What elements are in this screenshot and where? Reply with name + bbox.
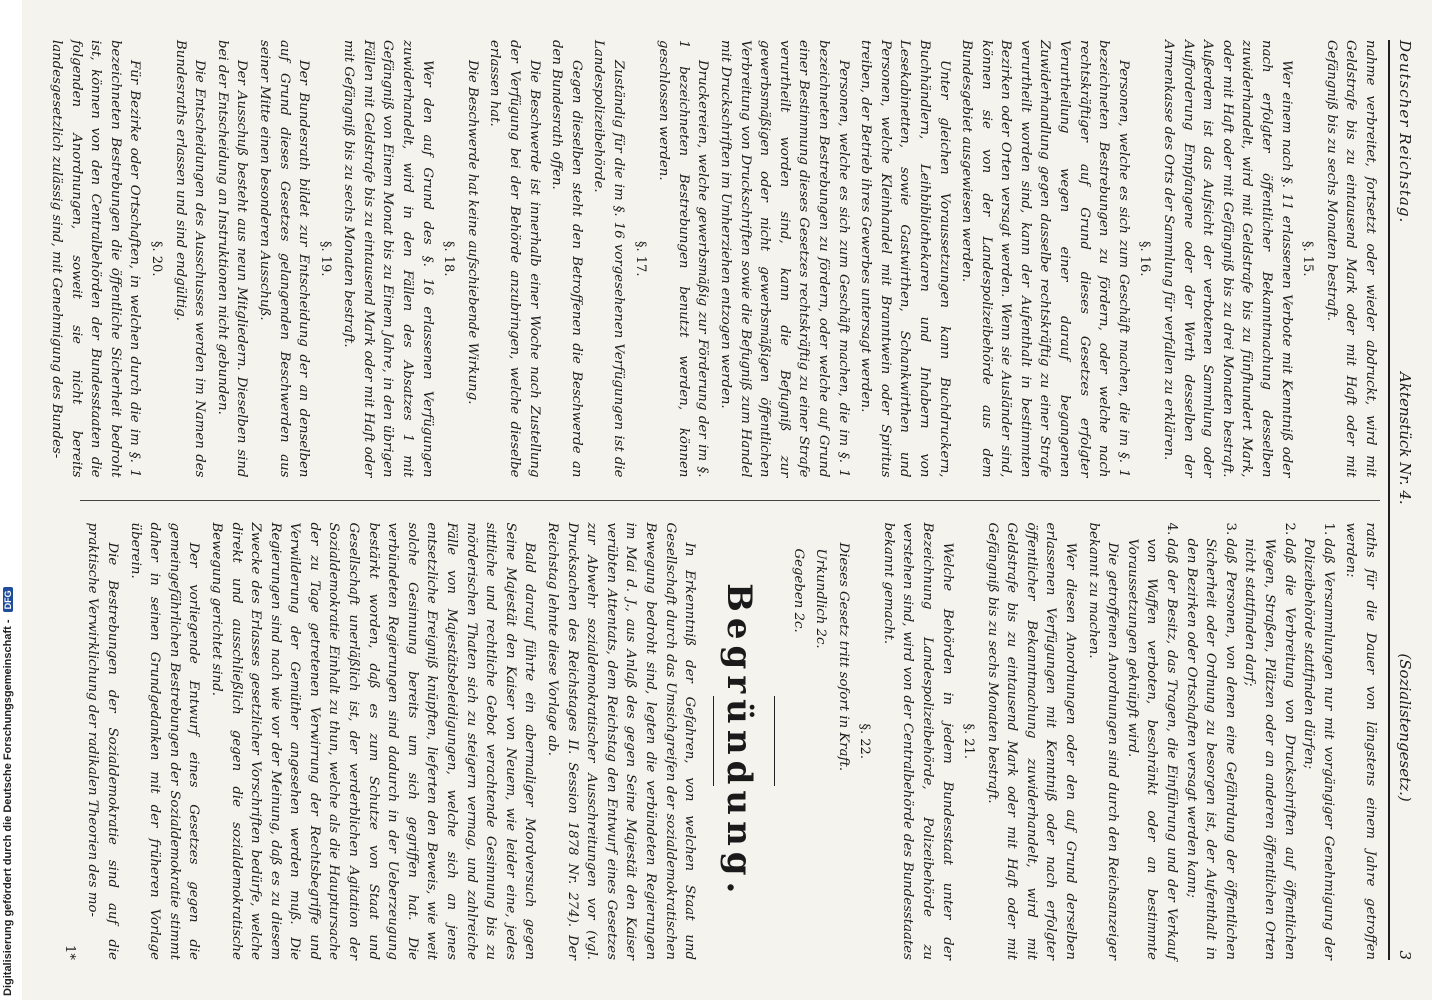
section-heading: §. 15. [1300, 241, 1316, 277]
digitization-credit-text: Digitalisierung gefördert durch die Deutsche Forschungsgemeinschaft - [2, 619, 14, 996]
paragraph: nahme verbreitet, fortsetzt oder wieder abdruckt, wird mit Geldstrafe bis zu eintausend Mark oder mit Haft oder mit Gefängniß bis zu sechs Monaten bestraft. [1323, 40, 1378, 478]
paragraph: Wer diesen Anordnungen oder den auf Grund derselben erlassenen Verfügungen mit Kenntniß oder nach erfolgter öffentlicher Bekanntmachung zuwiderhandelt, wird mit Geldstrafe bis zu eintausend Mark oder mit Haft oder mit Gefängniß bis zu sechs Monaten bestraft. [984, 522, 1079, 960]
paragraph: In Erkenntniß der Gefahren, von welchen Staat und Gesellschaft durch das Umsichgreifen der sozialdemokratischen Bewegung bedroht sind, legten die verbündeten Regierungen im Mai d. J., aus Anlaß des gegen Seine Majestät den Kaiser verübten Attentats, dem Reichstag den Entwurf eines Gesetzes zur Abwehr sozialdemokratischer Ausschreitungen vor (vgl. Drucksachen des Reichstages II. Session 1878 Nr. 274). Der Reichstag lehnte diese Vorlage ab. [545, 522, 698, 960]
section-heading: §. 20. [148, 241, 164, 277]
digitization-credit [2, 587, 14, 996]
list-text: daß Personen, von denen eine Gefährdung der öffentlichen Sicherheit oder Ordnung zu besorgen ist, der Aufenthalt in den Bezirken oder Ortschaften versagt werden kann; [1183, 538, 1238, 960]
signature-line: Urkundlich 2c. [812, 548, 828, 649]
paragraph: Bald darauf führte ein abermaliger Mordversuch gegen Seine Majestät den Kaiser von Neuem, wie leider eine, jedes sittliche und rechtliche Gebot verachtende Gesinnung bis zu mörderischen Thaten sich zu steigern vermag, und zahlreiche Fälle von Majestätsbeleidigungen, welche sich an jenes entsetzliche Ereigniß knüpften, lieferten den Beweis, wie weit solche Gesinnung bereits um sich gegriffen hat. Die verbündeten Regierungen sind dadurch in der Ueberzeugung bestärkt worden, daß es zum Schutze von Staat und Gesellschaft unerläßlich ist, der verderblichen Agitation der Sozialdemokratie Einhalt zu thun, welche als die Hauptursache der zu Tage getretenen Verwirrung der Rechtsbegriffe und Verwilderung der Gemüther angesehen werden muß. Die Regierungen sind nach wie vor der Meinung, daß es zu diesem Zwecke des Erlasses gesetzlicher Vorschriften bedürfe, welche direkt und ausschließlich gegen die sozialdemokratische Bewegung gerichtet sind. [208, 522, 538, 960]
paragraph: Druckereien, welche gewerbsmäßig zur Förderung der im §. 1 bezeichneten Bestrebungen benutzt werden, können geschlossen werden. [656, 40, 711, 478]
left-column [49, 40, 1380, 478]
paragraph: Wer den auf Grund des §. 16 erlassenen Verfügungen zuwiderhandelt, wird in den Fällen des Absatzes 1 mit Gefängniß von Einem Monat bis zu Einem Jahre, in den übrigen Fällen mit Geldstrafe bis zu eintausend Mark oder mit Haft oder mit Gefängniß bis zu sechs Monaten bestraft. [341, 40, 435, 478]
section-rule [774, 696, 775, 786]
paragraph: Der Bundesrath bildet zur Entscheidung der an denselben auf Grund dieses Gesetzes gelangenden Beschwerden aus seiner Mitte einen besonderen Ausschuß. [256, 40, 312, 478]
paragraph: Welche Behörden in jedem Bundesstaat unter der Bezeichnung Landespolizeibehörde, Polizeibehörde zu verstehen sind, wird von der Centralbehörde des Bundesstaates bekannt gemacht. [880, 522, 955, 960]
paragraph: Der vorliegende Entwurf eines Gesetzes gegen die gemeingefährlichen Bestrebungen der Sozialdemokratie stimmt daher in seinen Grundgedanken mit der früheren Vorlage überein. [127, 522, 202, 960]
paragraph: Wer einem nach §. 11 erlassenen Verbote mit Kenntniß oder nach erfolgter öffentlicher Bekanntmachung desselben zuwiderhandelt, wird mit Geldstrafe bis zu fünfhundert Mark, oder mit Haft oder mit Gefängniß bis zu drei Monaten bestraft. Außerdem ist das Aufsicht der verbotenen Sammlung oder Aufforderung Empfangene oder der Werth desselben der Armenkasse des Orts der Sammlung für verfallen zu erklären. [1161, 40, 1294, 478]
document-page [22, 0, 1432, 1000]
column-divider [80, 500, 1380, 501]
header-subtitle: (Sozialistengesetz.) [1396, 653, 1414, 802]
paragraph: Die getroffenen Anordnungen sind durch den Reichsanzeiger bekannt zu machen. [1085, 522, 1121, 960]
right-column [61, 522, 1380, 961]
header-doc-number: Aktenstück Nr. 4. [1396, 372, 1414, 505]
list-text: daß die Verbreitung von Druckschriften auf öffentlichen Wegen, Straßen, Plätzen oder an anderen öffentlichen Orten nicht stattfinden darf; [1242, 538, 1297, 960]
list-number: 4. [1164, 522, 1180, 536]
running-header [1388, 40, 1414, 960]
signature-line: Gegeben 2c. [791, 548, 807, 633]
paragraph: Für Bezirke oder Ortschaften, in welchen durch die im §. 1 bezeichneten Bestrebungen die öffentliche Sicherheit bedroht ist, können von den Centralbehörden der Bundesstaaten die folgenden Anordnungen, soweit sie nicht bereits landesgesetzlich zulässig sind, mit Genehmigung des Bundes- [49, 40, 143, 478]
paragraph: Personen, welche es sich zum Geschäft machen, die im §. 1 bezeichneten Bestrebungen zu fördern, oder welche auf Grund einer Bestimmung dieses Gesetzes rechtskräftig zu einer Strafe verurtheilt worden sind, kann die Befugniß zur gewerbsmäßigen oder nicht gewerbsmäßigen öffentlichen Verbreitung von Druckschriften sowie die Befugniß zum Handel mit Druckschriften im Umherziehen entzogen werden. [718, 40, 851, 478]
header-page-number: 3 [1396, 950, 1414, 960]
paragraph: raths für die Dauer von längstens einem Jahre getroffen werden: [1343, 522, 1378, 960]
text-columns [49, 40, 1380, 960]
section-heading: §. 16. [1137, 241, 1153, 277]
section-heading: §. 22. [857, 723, 873, 759]
signature-mark: 1* [61, 944, 77, 960]
paragraph: Die Entscheidungen des Ausschusses werden im Namen des Bundesraths erlassen und sind endgültig. [172, 40, 208, 478]
paragraph: Die Bestrebungen der Sozialdemokratie sind auf die praktische Verwirklichung der radikalen Theorien des mo- [85, 522, 120, 960]
list-item [1181, 523, 1240, 961]
list-item [1299, 523, 1338, 961]
paragraph: Personen, welche es sich zum Geschäft machen, die im §. 1 bezeichneten Bestrebungen zu fördern, oder welche nach rechtskräftiger auf Grund dieses Gesetzes erfolgter Verurtheilung wegen einer darauf begangenen Zuwiderhandlung gegen dasselbe rechtskräftig zu einer Strafe verurtheilt worden sind, kann der Aufenthalt in bestimmten Bezirken oder Orten versagt werden. Wenn sie Ausländer sind, können sie von der Landespolizeibehörde aus dem Bundesgebiet ausgewiesen werden. [959, 40, 1131, 478]
digitization-sidebar [0, 0, 23, 1000]
section-heading: §. 19. [317, 241, 333, 277]
paragraph: Die Beschwerde hat keine aufschiebende Wirkung. [464, 60, 480, 405]
list-item [1122, 523, 1181, 961]
paragraph: Die Beschwerde ist innerhalb einer Woche nach Zustellung der Verfügung bei der Behörde anzubringen, welche dieselbe erlassen hat. [487, 40, 542, 478]
list-text: daß Versammlungen nur mit vorgängiger Genehmigung der Polizeibehörde stattfinden dürfen; [1301, 538, 1336, 960]
section-heading: §. 18. [441, 241, 457, 277]
paragraph: Der Ausschuß besteht aus neun Mitgliedern. Dieselben sind bei der Entscheidung an Instruktionen nicht gebunden. [214, 40, 250, 478]
paragraph: Unter gleichen Voraussetzungen kann Buchdruckern, Buchhändlern, Leihbibliothekaren und Inhabern von Lesekabinetten, sowie Gastwirthen, Schankwirthen und Personen, welche Kleinhandel mit Branntwein oder Spiritus treiben, der Betrieb ihres Gewerbes untersagt werden. [858, 40, 952, 478]
list-number: 3. [1222, 522, 1238, 536]
main-heading: Begründung. [718, 583, 759, 900]
list-number: 1. [1320, 522, 1336, 536]
section-heading: §. 17. [632, 241, 648, 277]
section-heading: §. 21. [961, 723, 977, 759]
list-item [1240, 523, 1299, 961]
paragraph: Zuständig für die im §. 16 vorgesehenen Verfügungen ist die Landespolizeibehörde. [591, 40, 627, 478]
section-rule [713, 696, 714, 786]
paragraph: Gegen dieselben steht den Betroffenen die Beschwerde an den Bundesrath offen. [549, 40, 584, 478]
list-text: daß der Besitz, das Tragen, die Einführung und der Verkauf von Waffen verboten, beschränkt oder an bestimmte Voraussetzungen geknüpft wird. [1124, 538, 1180, 960]
header-title: Deutscher Reichstag. [1396, 40, 1414, 224]
list-number: 2. [1281, 522, 1297, 536]
paragraph: Dieses Gesetz tritt sofort in Kraft. [835, 542, 851, 772]
dfg-logo: DFG [3, 587, 13, 612]
